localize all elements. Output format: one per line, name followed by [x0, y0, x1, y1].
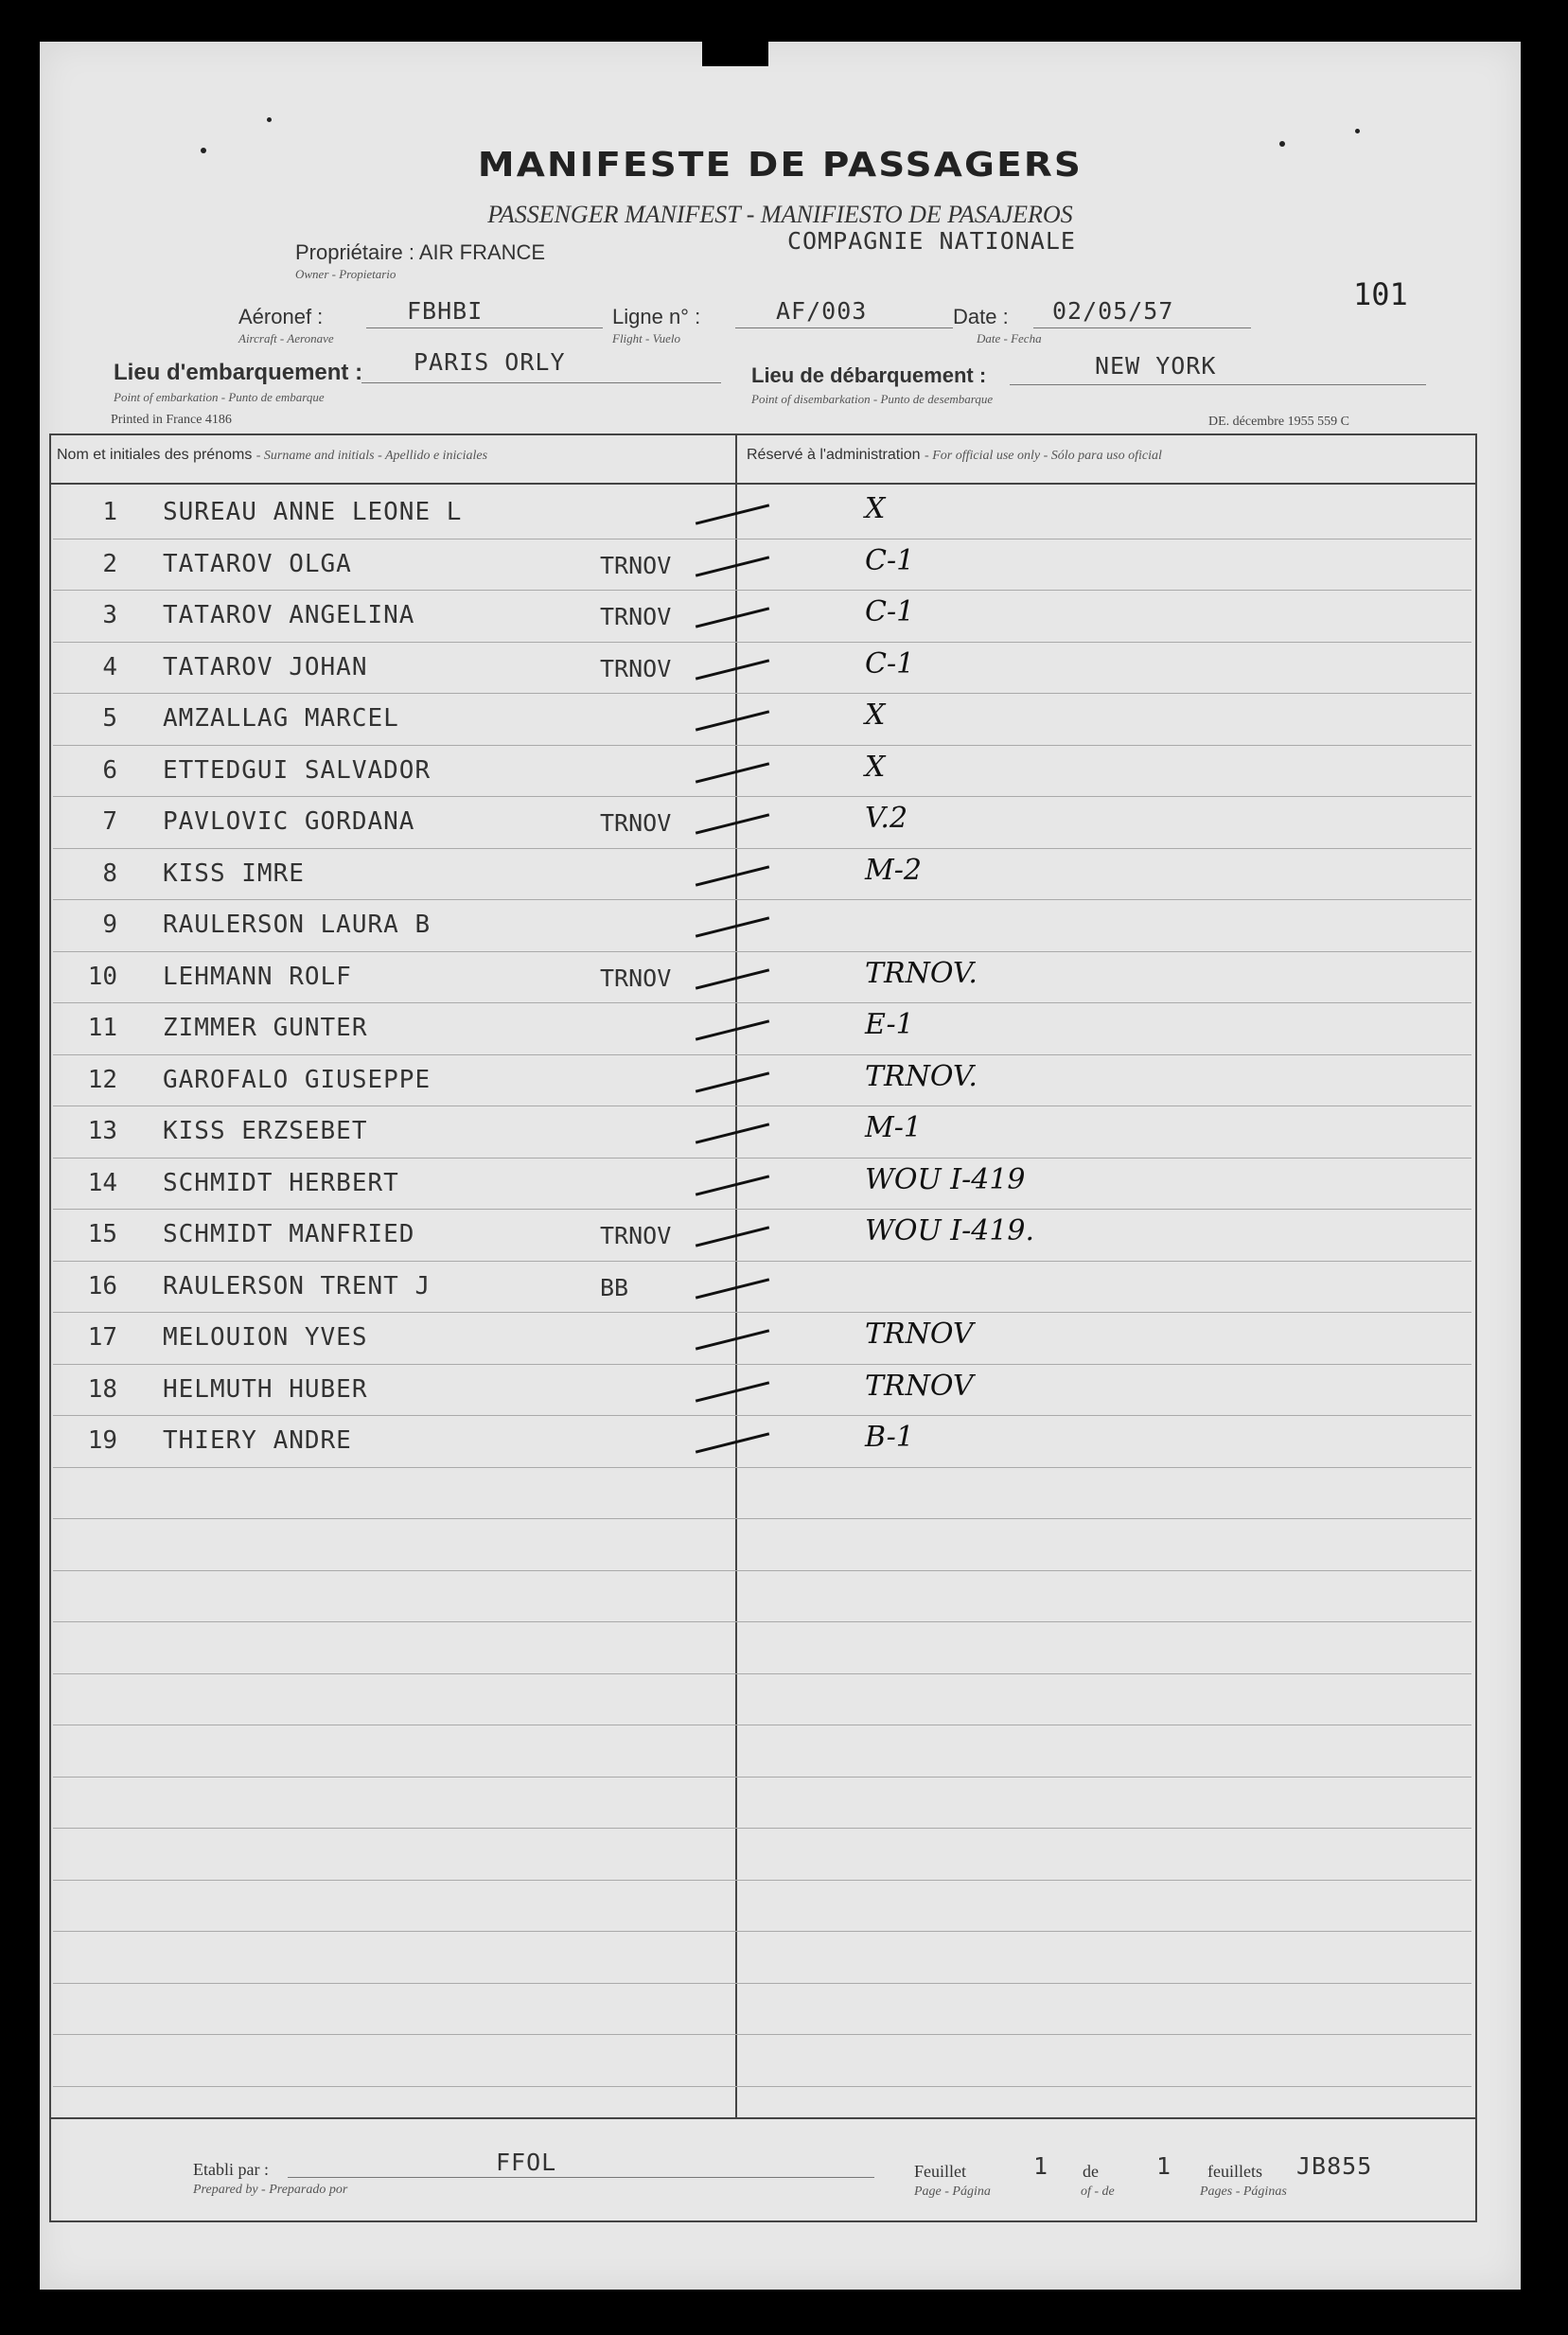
ruled-line: [53, 745, 1471, 746]
check-tick: [696, 1123, 769, 1143]
sheets-sublabel: Pages - Páginas: [1200, 2185, 1287, 2199]
passenger-code: TRNOV: [600, 964, 672, 992]
row-number: 16: [87, 1271, 117, 1300]
admin-mark: M-1: [865, 1111, 922, 1144]
row-number: 7: [102, 807, 117, 836]
admin-mark: WOU I-419: [865, 1162, 1026, 1196]
flight-label: Ligne n° :: [612, 305, 701, 328]
row-number: 11: [87, 1014, 117, 1042]
table-row: [51, 1312, 1475, 1363]
form-title: MANIFESTE DE PASSAGERS: [477, 146, 1084, 185]
ruled-line: [53, 1880, 1471, 1881]
reference-value: JB855: [1296, 2152, 1373, 2180]
form-reference: DE. décembre 1955 559 C: [1208, 415, 1349, 429]
check-tick: [696, 1329, 769, 1350]
check-tick: [696, 504, 769, 524]
check-tick: [696, 659, 769, 680]
page-number: 101: [1353, 276, 1408, 312]
passenger-name: KISS ERZSEBET: [163, 1117, 368, 1145]
admin-mark: TRNOV.: [865, 956, 978, 990]
embark-sublabel: Point of embarkation - Punto de embarque: [114, 390, 325, 404]
row-number: 3: [102, 601, 117, 629]
passenger-code: TRNOV: [600, 809, 672, 837]
disembark-line: [1010, 384, 1426, 385]
admin-mark: WOU I-419.: [865, 1214, 1035, 1247]
table-row: [51, 848, 1475, 899]
date-value: 02/05/57: [1052, 297, 1174, 325]
admin-mark: TRNOV: [865, 1318, 974, 1351]
column-header-admin: [747, 447, 1162, 464]
passenger-table: [49, 433, 1477, 2119]
date-line: [1033, 327, 1251, 328]
check-tick: [696, 1019, 769, 1040]
ruled-line: [53, 1673, 1471, 1674]
check-tick: [696, 762, 769, 783]
prepared-value: FFOL: [496, 2149, 557, 2176]
prepared-line: [288, 2177, 874, 2178]
row-number: 17: [87, 1323, 117, 1352]
ruled-line: [53, 1158, 1471, 1159]
owner-sublabel: Owner - Propietario: [295, 267, 396, 281]
passenger-name: LEHMANN ROLF: [163, 962, 352, 991]
passenger-code: TRNOV: [600, 551, 672, 579]
row-number: 18: [87, 1374, 117, 1404]
admin-mark: M-2: [865, 853, 922, 887]
ruled-line: [53, 1261, 1471, 1262]
ruled-line: [53, 590, 1471, 591]
sheet-label: Feuillet: [914, 2162, 966, 2181]
ruled-line: [53, 1983, 1471, 1984]
ruled-line: [53, 1777, 1471, 1778]
ruled-line: [53, 951, 1471, 952]
row-number: 6: [102, 755, 117, 785]
binding-notch: [702, 34, 768, 66]
check-tick: [696, 556, 769, 576]
admin-mark: E-1: [865, 1008, 914, 1041]
table-row: [51, 539, 1475, 590]
date-label: Date :: [953, 305, 1009, 328]
passenger-name: SCHMIDT HERBERT: [163, 1168, 399, 1197]
table-row: [51, 899, 1475, 950]
table-row: [51, 486, 1475, 538]
admin-mark: B-1: [865, 1421, 914, 1454]
ruled-line: [53, 1002, 1471, 1003]
row-number: 9: [102, 911, 117, 939]
prepared-label: Etabli par :: [193, 2160, 269, 2179]
passenger-name: ZIMMER GUNTER: [163, 1014, 368, 1042]
row-number: 5: [102, 704, 117, 733]
passenger-name: AMZALLAG MARCEL: [163, 704, 399, 733]
admin-mark: TRNOV.: [865, 1059, 978, 1093]
check-tick: [696, 968, 769, 989]
disembark-label: Lieu de débarquement :: [751, 363, 987, 387]
row-number: 10: [87, 962, 117, 991]
admin-mark: C-1: [865, 595, 915, 628]
column-header-admin-sub: - For official use only - Sólo para uso oficial: [925, 449, 1162, 463]
date-sublabel: Date - Fecha: [977, 331, 1042, 345]
passenger-name: PAVLOVIC GORDANA: [163, 807, 415, 836]
ruled-line: [53, 1518, 1471, 1519]
table-row: [51, 1209, 1475, 1260]
table-row: [51, 642, 1475, 693]
check-tick: [696, 1278, 769, 1299]
ruled-line: [53, 642, 1471, 643]
check-tick: [696, 1432, 769, 1453]
table-row: [51, 1054, 1475, 1106]
ruled-line: [53, 539, 1471, 540]
aircraft-line: [366, 327, 603, 328]
check-tick: [696, 607, 769, 628]
table-row: [51, 1364, 1475, 1415]
ruled-line: [53, 2086, 1471, 2087]
ruled-line: [53, 1621, 1471, 1622]
table-row: [51, 1106, 1475, 1157]
passenger-name: RAULERSON LAURA B: [163, 911, 432, 939]
admin-mark: C-1: [865, 543, 915, 577]
passenger-code: BB: [600, 1273, 629, 1301]
table-row: [51, 951, 1475, 1002]
table-row: [51, 1158, 1475, 1209]
flight-sublabel: Flight - Vuelo: [612, 331, 680, 345]
ruled-line: [53, 693, 1471, 694]
row-number: 19: [87, 1426, 117, 1455]
row-number: 12: [87, 1065, 117, 1094]
ruled-line: [53, 1209, 1471, 1210]
check-tick: [696, 710, 769, 731]
table-row: [51, 1415, 1475, 1466]
ruled-line: [53, 848, 1471, 849]
sheet-sublabel: Page - Página: [914, 2185, 991, 2199]
of-value: 1: [1156, 2152, 1172, 2180]
embark-line: [361, 382, 721, 383]
check-tick: [696, 1071, 769, 1092]
of-label: de: [1083, 2162, 1099, 2181]
admin-mark: TRNOV: [865, 1369, 974, 1403]
admin-mark: X: [865, 750, 886, 784]
passenger-name: MELOUION YVES: [163, 1323, 368, 1352]
ruled-line: [53, 796, 1471, 797]
check-tick: [696, 916, 769, 937]
table-row: [51, 1261, 1475, 1312]
table-row: [51, 745, 1475, 796]
embark-value: PARIS ORLY: [414, 348, 566, 376]
passenger-name: SUREAU ANNE LEONE L: [163, 498, 463, 526]
column-header-name: [57, 447, 487, 464]
ruled-line: [53, 1570, 1471, 1571]
admin-mark: X: [865, 492, 886, 525]
ruled-line: [53, 1312, 1471, 1313]
aircraft-value: FBHBI: [407, 297, 484, 325]
prepared-sublabel: Prepared by - Preparado por: [193, 2183, 348, 2197]
ruled-line: [53, 1828, 1471, 1829]
disembark-value: NEW YORK: [1095, 352, 1217, 380]
passenger-name: HELMUTH HUBER: [163, 1374, 368, 1404]
check-tick: [696, 865, 769, 886]
passenger-code: TRNOV: [600, 654, 672, 682]
row-number: 2: [102, 549, 117, 578]
flight-value: AF/003: [776, 297, 868, 325]
row-number: 15: [87, 1220, 117, 1248]
passenger-name: GAROFALO GIUSEPPE: [163, 1065, 432, 1094]
row-number: 13: [87, 1117, 117, 1145]
ruled-line: [53, 1467, 1471, 1468]
flight-line: [735, 327, 953, 328]
ruled-line: [53, 1054, 1471, 1055]
check-tick: [696, 813, 769, 834]
row-number: 8: [102, 858, 117, 888]
passenger-name: TATAROV ANGELINA: [163, 601, 415, 629]
check-tick: [696, 1226, 769, 1247]
passenger-name: RAULERSON TRENT J: [163, 1271, 432, 1300]
ink-speck: [1355, 129, 1360, 133]
ruled-line: [53, 2034, 1471, 2035]
sheets-label: feuillets: [1207, 2162, 1262, 2181]
column-header-admin-label: Réservé à l'administration: [747, 447, 921, 463]
aircraft-sublabel: Aircraft - Aeronave: [238, 331, 334, 345]
admin-mark: V.2: [865, 802, 908, 835]
ruled-line: [53, 1415, 1471, 1416]
aircraft-label: Aéronef :: [238, 305, 324, 328]
table-row: [51, 590, 1475, 641]
admin-mark: C-1: [865, 646, 915, 681]
table-row: [51, 796, 1475, 847]
table-row: [51, 1002, 1475, 1053]
ink-speck: [267, 117, 272, 122]
embark-label: Lieu d'embarquement :: [114, 360, 363, 385]
company-name: COMPAGNIE NATIONALE: [787, 227, 1076, 255]
table-header: [51, 435, 1475, 485]
of-sublabel: of - de: [1081, 2185, 1115, 2199]
row-number: 1: [102, 498, 117, 526]
passenger-name: TATAROV OLGA: [163, 549, 352, 578]
printed-note: Printed in France 4186: [111, 413, 232, 427]
owner-label: Propriétaire : AIR FRANCE: [295, 240, 546, 264]
row-number: 14: [87, 1168, 117, 1197]
table-row: [51, 693, 1475, 744]
form-subtitle: PASSENGER MANIFEST - MANIFIESTO DE PASAJEROS: [487, 201, 1073, 228]
check-tick: [696, 1381, 769, 1402]
passenger-name: TATAROV JOHAN: [163, 652, 368, 681]
admin-mark: X: [865, 699, 886, 732]
passenger-name: THIERY ANDRE: [163, 1426, 352, 1455]
column-header-name-sub: - Surname and initials - Apellido e iniciales: [255, 449, 488, 463]
ruled-line: [53, 1931, 1471, 1932]
passenger-name: KISS IMRE: [163, 858, 305, 888]
column-header-name-label: Nom et initiales des prénoms: [57, 447, 253, 463]
check-tick: [696, 1175, 769, 1195]
passenger-code: TRNOV: [600, 1222, 672, 1249]
row-number: 4: [102, 652, 117, 681]
ruled-line: [53, 899, 1471, 900]
passenger-name: SCHMIDT MANFRIED: [163, 1220, 415, 1248]
ruled-line: [53, 1364, 1471, 1365]
form-footer: [49, 2114, 1477, 2222]
passenger-code: TRNOV: [600, 603, 672, 630]
disembark-sublabel: Point of disembarkation - Punto de desembarque: [751, 392, 994, 406]
passenger-name: ETTEDGUI SALVADOR: [163, 755, 432, 785]
manifest-sheet: [40, 42, 1521, 2290]
sheet-value: 1: [1033, 2152, 1049, 2180]
